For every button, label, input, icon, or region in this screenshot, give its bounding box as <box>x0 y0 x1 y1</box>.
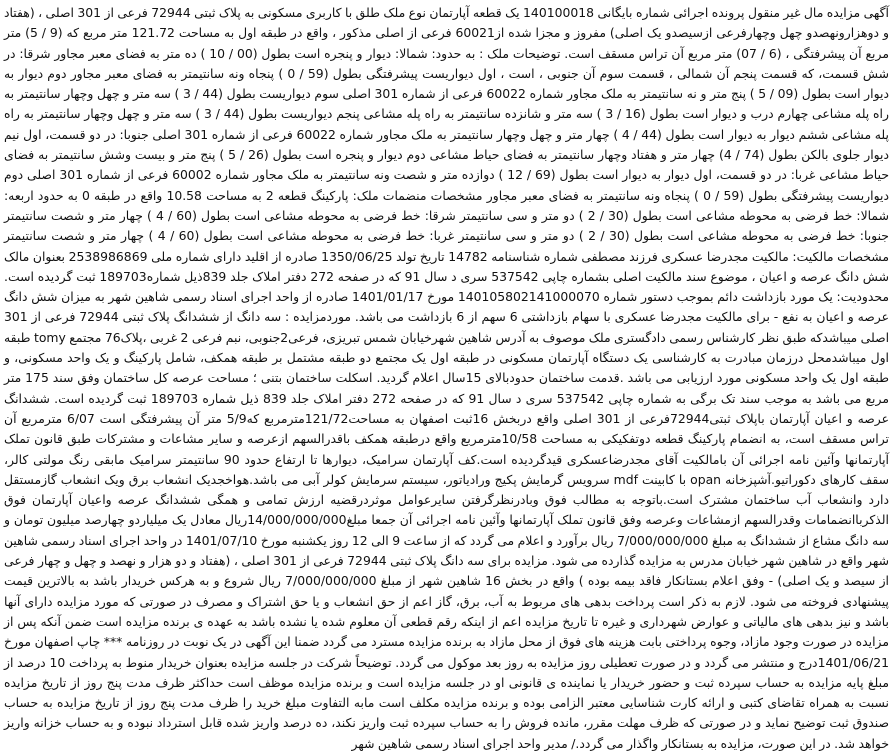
notice-body-text: آگهی مزایده مال غیر منقول پرونده اجرائی شماره بایگانی 140100018 یک قطعه آپارتمان نوع ملک طلق با کاربری مسکونی به پلاک ثبتی 72944 فرعی از 301 اصلی ، (هفتاد و دوهزارونهصدو چهل وچهارفرعی ازسیصدو یک اصلی) مفروز و مجزا شده از60021 فرعی از اصلی مذکور ، واقع در طبقه اول به مساحت 121.72 متر مربع که (9 / 5) متر مربع آن پیشرفتگی ، (6 / 07) متر مربع آن تراس مسقف است. توضیحات ملک : به حدود: شمالا: دیوار و پنجره است بطول (00 / 10 ) ده متر به فضای معبر مجاور شرقا: در شش قسمت، که قسمت پنجم آن شمالی ، قسمت سوم آن جنوبی ، است ، اول دیواریست پیشرفتگی بطول (59 / 0 ) پنجاه ونه سانتیمتر به فضای معبر مجاور دوم دیوار به دیوار است بطول (09 / 5 ) پنج متر و نه سانتیمتر به ملک مجاور شماره 60022 فرعی از شماره 301 اصلی سوم دیواریست بطول (44 / 3 ) سه متر و چهل وچهار سانتیمتر به راه پله مشاعی چهارم درب و دیوار است بطول (16 / 3 ) سه متر و شانزده سانتیمتر به راه پله مشاعی پنجم دیواریست بطول (44 / 3 ) سه متر و چهل وچهار سانتیمتر به راه پله مشاعی ششم دیوار به دیوار است بطول (44 / 4 ) چهار متر و چهل وچهار سانتیمتر به ملک مجاور شماره 60022 فرعی از شماره 301 اصلی جنوبا: در دو قسمت، اول نیم دیوار جلوی بالکن بطول (74 / 4) چهار متر و هفتاد وچهار سانتیمتر به فضای حیاط مشاعی دوم دیوار و پنجره است بطول (26 / 5 ) پنج متر و بیست وشش سانتیمتر به فضای حیاط مشاعی غربا: در دو قسمت، اول دیوار به دیوار است بطول (69 / 12 ) دوازده متر و شصت ونه سانتیمتر به ملک مجاور شماره 60002 فرعی از شماره 301 اصلی دوم دیواریست پیشرفتگی بطول (59 / 0 ) پنجاه ونه سانتیمتر به فضای معبر مجاور مشخصات منضمات ملک: پارکینگ قطعه 2 به مساحت 10.58 واقع در طبقه 0 به حدود اربعه: شمالا: خط فرضی به محوطه مشاعی است بطول (30 / 2 ) دو متر و سی سانتیمتر شرقا: خط فرضی به محوطه مشاعی است بطول (60 / 4 ) چهار متر و شصت سانتیمتر جنوبا: خط فرضی به محوطه مشاعی است بطول (30 / 2 ) دو متر و سی سانتیمتر غربا: خط فرضی به محوطه مشاعی است بطول (60 / 4 ) چهار متر و شصت سانتیمتر مشخصات مالکیت: مالکیت مجدرضا عسکری فرزند مصطفی شماره شناسنامه 14782 تاریخ تولد 1350/06/25 صادره از اقلید دارای شماره ملی 2538986869 بعنوان مالک شش دانگ عرصه و اعیان ، موضوع سند مالکیت اصلی بشماره چاپی 537542 سری د سال 91 که در صفحه 272 دفتر املاک جلد 839ذیل شماره189703 ثبت گردیده است. محدودیت: یک مورد بازداشت دائم بموجب دستور شماره 140105802141000070 مورخ 1401/01/17 صادره از واحد اجرای اسناد رسمی شاهین شهر به میزان شش دانگ عرصه و اعیان به نفع - برای مالکیت مجدرضا عسکری با سهام بازداشتی 6 سهم از 6 بازداشت می باشد. موردمزایده : سه دانگ از ششدانگ پلاک ثبتی 72944 فرعی از 301 اصلی میباشدکه طبق نظر کارشناس رسمی دادگستری ملک موصوف به آدرس شاهین شهرخیابان شمس تبریزی، فرعی2جنوبی، نبم فرعی 2 غربی ،پلاک76 مجتمع tomy طبقه اول میباشدمحل درزمان مبادرت به کارشناسی یک دستگاه آپارتمان مسکونی در طبقه اول یک مجتمع دو طبقه مشتمل بر طبقه همکف، شامل پارکینگ و یک واحد مسکونی، و طبقه اول یک واحد مسکونی مورد ارزیابی می باشد .قدمت ساختمان حدودبالای 15سال اعلام گردید. اسکلت ساختمان بتنی ؛ مساحت عرصه کل ساختمان وفق سند 175 متر مربع می باشد به موجب سند تک برگی به شماره چاپی 537542 سری د سال 91 که در صفحه 272 دفتر املاک جلد 839 ذیل شماره 189703 ثبت گردیده است. ششدانگ عرصه و اعیان آپارتمان باپلاک ثبتی72944فرعی از 301 اصلی واقع دربخش 16ثبت اصفهان به مساحت121/72مترمربع که5/9 متر آن پیشرفتگی است 6/07 مترمربع آن تراس مسقف است، به انضمام پارکینگ قطعه دوتفکیکی به مساحت 10/58مترمربع واقع درطبقه همکف باقدرالسهم ازعرصه و سایر مشاعات و مشترکات طبق قانون تملک آپارتمانها وآئین نامه اجرائی آن بامالکیت آقای مجدرضاعسکری قیدگردیده است.کف آپارتمان سرامیک، دیوارها تا ارتفاع حدود 90 سانتیمتر سرامیک مابقی رنگ مولتی کالر، سقف کارهای دکوراتیو.آشپزخانه opan با کابینت mdf سرویس گرمایش پکیج ورادیاتور، سیستم سرمایش کولر آبی می باشد.هواخجدیک انشعاب برق ویک انشعاب گازمستقل دارد وانشعاب آب ساختمان مشترک است.باتوجه به مطالب فوق وبادرنظرگرفتن سایرعوامل موثردرقضیه ارزش تمامی و همگی ششدانگ عرصه واعیان آپارتمان فوق الذکرباانضمامات وقدرالسهم ازمشاعات وعرصه وفق قانون تملک آپارتمانها وآئین نامه اجرائی آن جمعا مبلغ14/000/000/000ریال معادل یک میلیاردو چهارصد میلیون تومان و سه دانگ مشاع از ششدانگ به مبلغ 7/000/000/000 ریال برآورد و اعلام می گردد که از ساعت 9 الی 12 روز یکشنبه مورخ 1401/07/10 در واحد اجرای اسناد رسمی شاهین شهر واقع در شاهین شهر خیابان مدرس به مزایده گذارده می شود. مزایده برای سه دانگ پلاک ثبتی 72944 فرعی از 301 اصلی ، (هفتاد و دو هزار و نهصد و چهل و چهار فرعی از سیصد و یک اصلی) - وفق اعلام بستانکار فاقد بیمه بوده ) واقع در بخش 16 شاهین شهر از مبلغ 7/000/000/000 ریال شروع و به هرکس خریدار باشد به بالاترین قیمت پیشنهادی فروخته می شود. لازم به ذکر است پرداخت بدهی های مربوط به آب، برق، گاز اعم از حق انشعاب و یا حق اشتراک و مصرف در صورتی که مورد مزایده دارای آنها باشد و نیز بدهی های مالیاتی و عوارض شهرداری و غیره تا تاریخ مزایده اعم از اینکه رقم قطعی آن معلوم شده یا نشده باشد به عهده ی برنده مزایده است ضمن آنکه پس از مزایده در صورت وجود مازاد، وجوه پرداختی بابت هزینه های فوق از محل مازاد به برنده مزایده مسترد می گردد ضمنا این آگهی در یک نوبت در روزنامه *** چاپ اصفهان مورخ 1401/06/21درج و منتشر می گردد و در صورت تعطیلی روز مزایده به روز بعد موکول می گردد. توضیحاً شرکت در جلسه مزایده بعنوان خریدار منوط به پرداخت 10 درصد از مبلغ پایه مزایده به حساب سپرده ثبت و حضور خریدار یا نماینده ی قانونی او در جلسه مزایده است و برنده مزایده موظف است حداکثر ظرف مدت پنج روز از تاریخ مزایده نسبت به همراه تقاضای کتبی و ارائه کارت شناسایی معتبر الزامی بوده و برنده مزایده مکلف است مابه التفاوت مبلغ خرید را ظرف مدت پنج روز از تاریخ مزایده به حساب صندوق ثبت توضیح نماید و در صورتی که ظرف مهلت مقرر، مانده فروش را به حساب سپرده ثبت واریز نکند، ده درصد واریز شده قابل استرداد نبوده و به حساب خزانه واریز خواهد شد. در این صورت، مزایده به بستانکار واگذار می گردد./ مدیر واحد اجرای اسناد رسمی شاهین شهر <box>4 5 890 751</box>
auction-notice <box>4 3 890 751</box>
